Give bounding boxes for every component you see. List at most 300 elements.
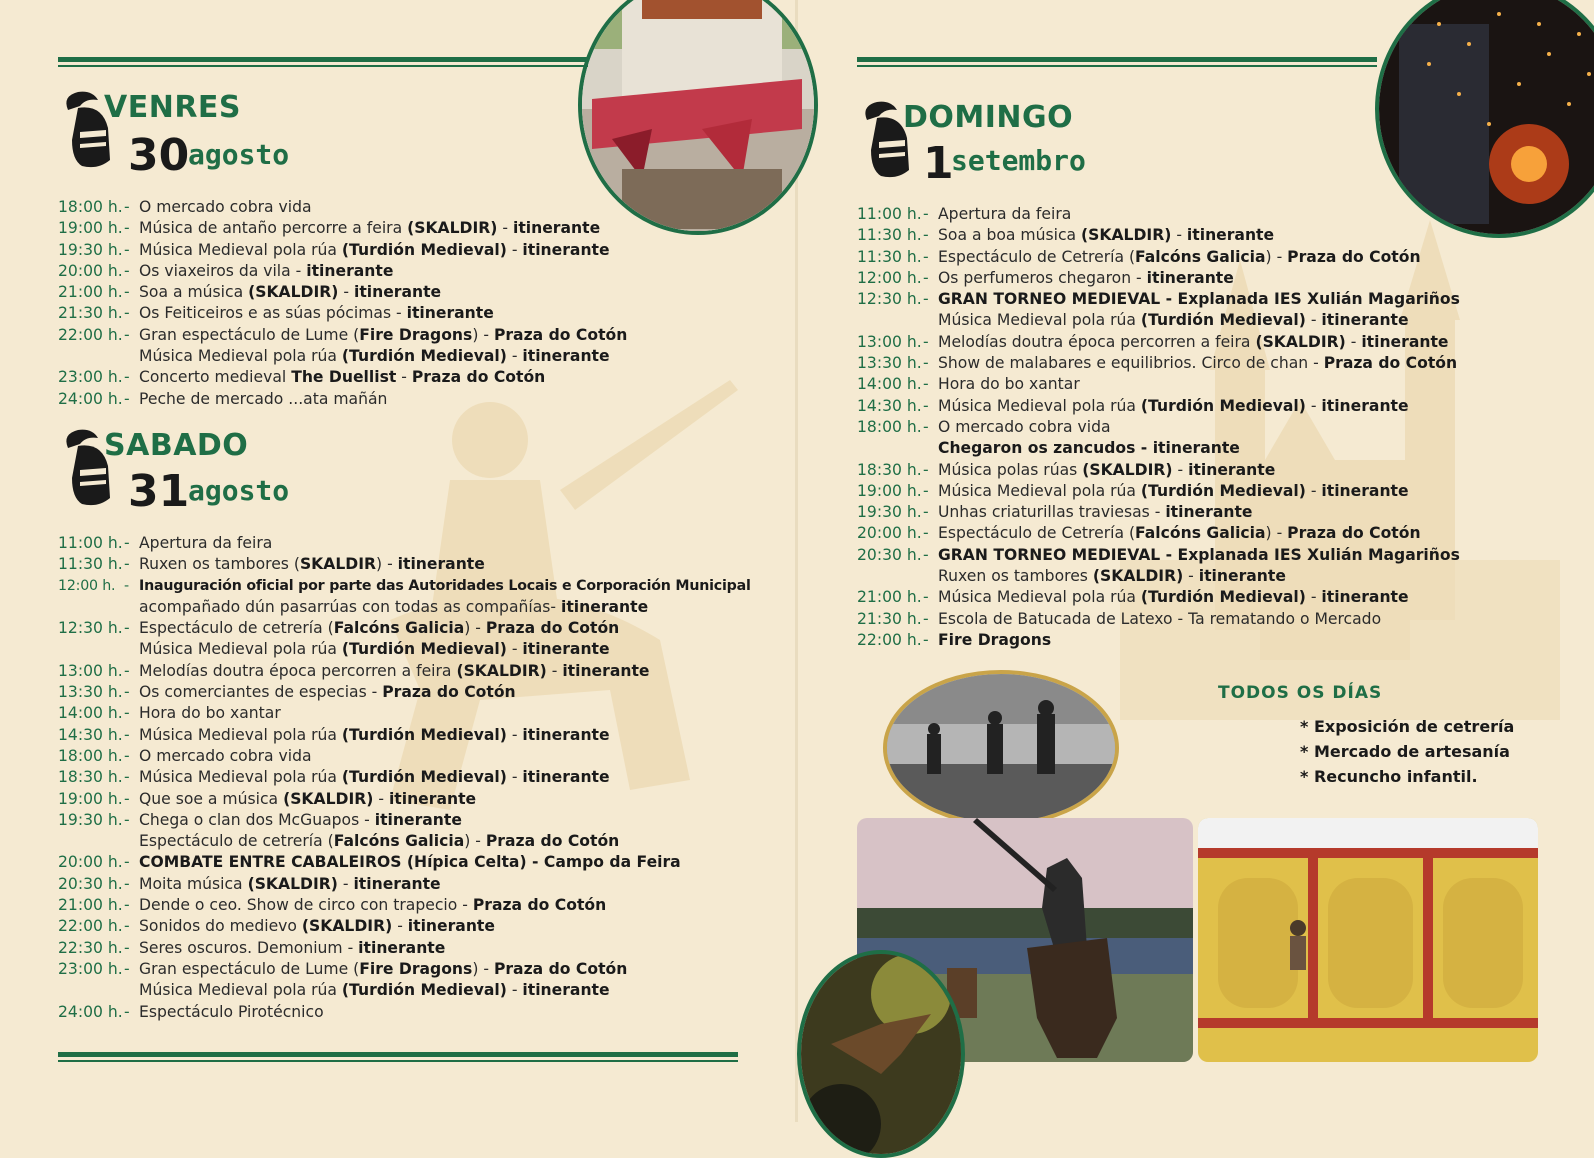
- schedule-item: [58, 661, 778, 682]
- schedule-text: ) -: [464, 832, 486, 851]
- schedule-time: 24:00 h.: [58, 389, 123, 408]
- schedule-time: 14:00 h.: [857, 375, 922, 394]
- schedule-text: Show de malabares e equilibrios. Circo de chan -: [938, 354, 1324, 373]
- schedule-text: (SKALDIR): [248, 283, 339, 302]
- schedule-text: -: [1171, 226, 1187, 245]
- schedule-text: -: [497, 219, 513, 238]
- schedule-separator: -: [124, 534, 130, 552]
- schedule-text: (SKALDIR): [1092, 567, 1184, 586]
- schedule-text: O mercado cobra vida: [139, 198, 312, 216]
- schedule-time: 13:00 h.: [857, 332, 922, 351]
- every-day-item: * Exposición de cetrería: [1300, 717, 1515, 736]
- schedule-text: Gran espectáculo de Lume (: [139, 959, 360, 978]
- schedule-item: [857, 587, 1557, 608]
- schedule-text: -: [506, 640, 523, 659]
- schedule-text: Fire Dragons: [938, 630, 1052, 649]
- schedule-separator: -: [124, 725, 130, 744]
- schedule-text: -: [1183, 567, 1199, 586]
- top-rule-right: [857, 57, 1377, 69]
- tournament-bw-photo: [883, 670, 1119, 826]
- schedule-text: (Turdión Medieval): [341, 240, 507, 259]
- schedule-text: The Duellist: [291, 368, 397, 387]
- schedule-text: itinerante: [522, 981, 610, 1000]
- schedule-text: Inauguración oficial por parte das Autoridades Locais e Corporación Municipal: [139, 577, 751, 594]
- schedule-text: Espectáculo de Cetrería (: [938, 247, 1136, 266]
- schedule-text: itinerante: [561, 597, 649, 616]
- every-day-item: * Recuncho infantil.: [1300, 767, 1478, 786]
- schedule-time: 20:00 h.: [58, 853, 123, 872]
- sunday-day-number: 1: [923, 138, 954, 189]
- schedule-text: itinerante: [1188, 460, 1276, 479]
- schedule-time: 22:00 h.: [857, 630, 922, 649]
- schedule-item: [58, 240, 758, 261]
- schedule-separator: -: [923, 396, 929, 415]
- schedule-text: itinerante: [522, 725, 610, 744]
- schedule-time: 19:00 h.: [857, 481, 922, 500]
- schedule-separator: -: [124, 555, 130, 574]
- schedule-item: [58, 597, 778, 618]
- schedule-text: itinerante: [1361, 332, 1449, 351]
- tent-children-photo: [1198, 818, 1538, 1062]
- schedule-separator: -: [923, 354, 929, 373]
- schedule-item: [58, 959, 778, 980]
- schedule-separator: -: [923, 332, 929, 351]
- schedule-text: (Turdión Medieval): [341, 640, 507, 659]
- schedule-time: 11:00 h.: [857, 205, 922, 223]
- schedule-separator: -: [124, 938, 130, 957]
- schedule-text: GRAN TORNEO MEDIEVAL - Explanada IES Xulián Magariños: [938, 545, 1460, 564]
- schedule-text: Praza do Cotón: [493, 325, 628, 344]
- schedule-time: 11:30 h.: [857, 247, 922, 266]
- sunday-day-name: DOMINGO: [903, 100, 1074, 135]
- friday-day-number: 30: [128, 130, 190, 181]
- schedule-separator: -: [124, 368, 130, 387]
- schedule-separator: -: [923, 545, 929, 564]
- schedule-text: O mercado cobra vida: [139, 746, 312, 765]
- falcon-photo: [797, 950, 965, 1158]
- schedule-text: Peche de mercado ...ata mañán: [139, 389, 388, 408]
- schedule-text: Melodías doutra época percorren a feira: [938, 332, 1256, 351]
- schedule-text: ) -: [472, 959, 494, 978]
- schedule-time: 14:00 h.: [58, 704, 123, 723]
- schedule-time: 12:00 h.: [58, 577, 116, 594]
- schedule-text: itinerante: [306, 261, 394, 280]
- schedule-item: [58, 325, 758, 346]
- schedule-separator: -: [124, 240, 130, 259]
- schedule-item: [58, 789, 778, 810]
- schedule-item: [58, 218, 758, 239]
- schedule-item: [857, 268, 1557, 289]
- schedule-time: 20:30 h.: [857, 545, 922, 564]
- schedule-text: Música Medieval pola rúa: [139, 768, 342, 787]
- schedule-separator: -: [124, 283, 130, 302]
- schedule-text: ) -: [472, 325, 494, 344]
- schedule-time: 20:00 h.: [857, 524, 922, 543]
- schedule-separator: -: [923, 290, 929, 309]
- schedule-separator: -: [124, 1002, 130, 1021]
- schedule-text: -: [337, 874, 354, 893]
- schedule-item: [58, 1002, 778, 1023]
- schedule-separator: -: [124, 219, 130, 238]
- schedule-item: [857, 502, 1557, 523]
- schedule-text: -: [338, 283, 354, 302]
- schedule-item: [58, 831, 778, 852]
- schedule-time: 12:30 h.: [857, 290, 922, 309]
- schedule-text: ) -: [1265, 247, 1288, 266]
- schedule-separator: -: [923, 630, 929, 649]
- schedule-item: [58, 916, 778, 937]
- schedule-item: [58, 282, 758, 303]
- schedule-item: [58, 874, 778, 895]
- schedule-time: 21:00 h.: [58, 896, 123, 915]
- schedule-separator: -: [124, 896, 130, 915]
- schedule-separator: -: [124, 959, 130, 978]
- schedule-text: Praza do Cotón: [1323, 354, 1458, 373]
- schedule-time: 18:00 h.: [857, 417, 922, 436]
- schedule-text: Dende o ceo. Show de circo con trapecio -: [139, 896, 473, 915]
- schedule-separator: -: [124, 683, 130, 702]
- schedule-item: [58, 852, 778, 873]
- schedule-text: (Turdión Medieval): [1140, 588, 1306, 607]
- schedule-text: -: [1305, 588, 1322, 607]
- schedule-item: [857, 310, 1557, 331]
- schedule-text: -: [373, 789, 389, 808]
- schedule-text: itinerante: [353, 283, 442, 302]
- schedule-time: 19:00 h.: [58, 219, 123, 238]
- schedule-text: Música Medieval pola rúa: [139, 725, 342, 744]
- schedule-item: [58, 703, 778, 724]
- schedule-separator: -: [124, 853, 130, 872]
- schedule-separator: -: [923, 503, 929, 522]
- schedule-item: [58, 261, 758, 282]
- schedule-separator: -: [124, 261, 130, 280]
- schedule-time: 22:00 h.: [58, 325, 123, 344]
- schedule-text: ) -: [376, 555, 398, 574]
- schedule-text: GRAN TORNEO MEDIEVAL - Explanada IES Xulián Magariños: [938, 290, 1460, 309]
- schedule-text: Os Feiticeiros e as súas pócimas -: [139, 304, 407, 323]
- schedule-separator: -: [124, 577, 129, 594]
- schedule-text: Sonidos do medievo: [139, 917, 302, 936]
- schedule-text: Praza do Cotón: [493, 959, 628, 978]
- schedule-time: 18:00 h.: [58, 746, 123, 765]
- schedule-text: (SKALDIR): [247, 874, 338, 893]
- schedule-text: Unhas criaturillas traviesas -: [938, 503, 1166, 522]
- schedule-item: [58, 618, 778, 639]
- schedule-text: Os perfumeros chegaron -: [938, 268, 1147, 287]
- schedule-text: itinerante: [1186, 226, 1275, 245]
- schedule-item: [58, 810, 778, 831]
- schedule-item: [857, 545, 1557, 566]
- schedule-text: Melodías doutra época percorren a feira: [139, 661, 457, 680]
- schedule-text: Música Medieval pola rúa: [139, 981, 342, 1000]
- schedule-time: 19:00 h.: [58, 789, 123, 808]
- schedule-text: Apertura da feira: [938, 205, 1072, 223]
- sunday-schedule: [857, 204, 1557, 651]
- schedule-separator: -: [124, 746, 130, 765]
- sunday-month: setembro: [951, 144, 1086, 177]
- schedule-text: Apertura da feira: [139, 534, 273, 552]
- schedule-text: Chegaron os zancudos - itinerante: [938, 439, 1240, 458]
- schedule-text: -: [506, 981, 523, 1000]
- friday-day-name: VENRES: [104, 90, 242, 125]
- schedule-text: -: [546, 661, 563, 680]
- schedule-text: itinerante: [522, 768, 610, 787]
- every-day-item: * Mercado de artesanía: [1300, 742, 1510, 761]
- schedule-text: Música Medieval pola rúa: [139, 640, 342, 659]
- schedule-text: Os viaxeiros da vila -: [139, 261, 307, 280]
- schedule-text: Concerto medieval: [139, 368, 292, 387]
- schedule-text: O mercado cobra vida: [938, 417, 1111, 436]
- schedule-text: Ruxen os tambores: [938, 567, 1093, 586]
- schedule-item: [58, 346, 758, 367]
- schedule-text: Os comerciantes de especias -: [139, 683, 383, 702]
- schedule-separator: -: [923, 588, 929, 607]
- schedule-text: Música Medieval pola rúa: [139, 347, 342, 366]
- schedule-text: (Turdión Medieval): [341, 768, 507, 787]
- saturday-day-name: SABADO: [104, 428, 249, 463]
- schedule-text: (Turdión Medieval): [341, 725, 507, 744]
- schedule-separator: -: [923, 205, 929, 223]
- schedule-item: [857, 438, 1557, 459]
- schedule-text: itinerante: [353, 874, 441, 893]
- sunday-header: [857, 100, 1177, 200]
- schedule-text: -: [506, 347, 523, 366]
- schedule-text: itinerante: [1165, 503, 1253, 522]
- schedule-text: itinerante: [406, 304, 494, 323]
- top-rule-left: [58, 57, 588, 69]
- saturday-schedule: [58, 533, 778, 1023]
- schedule-separator: -: [124, 704, 130, 723]
- schedule-time: 24:00 h.: [58, 1002, 123, 1021]
- schedule-text: Música de antaño percorre a feira: [139, 219, 408, 238]
- schedule-text: itinerante: [522, 347, 610, 366]
- schedule-time: 21:00 h.: [857, 588, 922, 607]
- schedule-text: Fire Dragons: [359, 325, 473, 344]
- schedule-separator: -: [124, 325, 130, 344]
- schedule-text: Praza do Cotón: [485, 619, 620, 638]
- schedule-text: itinerante: [388, 789, 477, 808]
- schedule-text: -: [396, 368, 412, 387]
- schedule-time: 18:30 h.: [857, 460, 922, 479]
- schedule-separator: -: [124, 917, 130, 936]
- schedule-text: -: [506, 240, 523, 259]
- schedule-text: (SKALDIR): [1255, 332, 1346, 351]
- schedule-text: -: [506, 768, 523, 787]
- schedule-item: [58, 303, 758, 324]
- friday-schedule: [58, 197, 758, 410]
- schedule-time: 23:00 h.: [58, 959, 123, 978]
- schedule-time: 18:30 h.: [58, 768, 123, 787]
- saturday-day-number: 31: [128, 466, 190, 517]
- schedule-text: (Turdión Medieval): [341, 347, 507, 366]
- bottom-rule-left: [58, 1052, 738, 1064]
- schedule-item: [857, 481, 1557, 502]
- schedule-text: Falcóns Galicia: [333, 619, 465, 638]
- schedule-text: Escola de Batucada de Latexo - Ta rematando o Mercado: [938, 609, 1382, 628]
- schedule-text: itinerante: [374, 810, 462, 829]
- schedule-item: [857, 289, 1557, 310]
- schedule-text: itinerante: [1146, 268, 1234, 287]
- schedule-item: [58, 980, 778, 1001]
- every-day-list: [1300, 714, 1514, 789]
- schedule-text: Praza do Cotón: [1287, 247, 1421, 266]
- schedule-item: [857, 225, 1557, 246]
- schedule-time: 20:00 h.: [58, 261, 123, 280]
- schedule-text: Espectáculo de Cetrería (: [938, 524, 1136, 543]
- schedule-time: 20:30 h.: [58, 874, 123, 893]
- schedule-text: Soa a boa música: [938, 226, 1082, 245]
- schedule-separator: -: [923, 460, 929, 479]
- schedule-text: acompañado dún pasarrúas con todas as compañías-: [139, 597, 561, 616]
- saturday-header: [58, 428, 358, 528]
- schedule-item: [58, 389, 758, 410]
- schedule-item: [58, 682, 778, 703]
- schedule-separator: -: [124, 619, 130, 638]
- schedule-text: itinerante: [407, 917, 495, 936]
- schedule-text: Soa a música: [139, 283, 249, 302]
- schedule-time: 13:30 h.: [857, 354, 922, 373]
- schedule-item: [857, 247, 1557, 268]
- schedule-text: Espectáculo Pirotécnico: [139, 1002, 324, 1021]
- schedule-time: 13:30 h.: [58, 683, 123, 702]
- schedule-time: 19:30 h.: [857, 503, 922, 522]
- schedule-item: [58, 554, 778, 575]
- schedule-time: 11:00 h.: [58, 534, 123, 552]
- schedule-text: Espectáculo de cetrería (: [139, 832, 334, 851]
- schedule-item: [857, 204, 1557, 225]
- schedule-text: Música Medieval pola rúa: [139, 240, 342, 259]
- schedule-text: (Turdión Medieval): [1140, 396, 1306, 415]
- schedule-item: [58, 533, 778, 554]
- schedule-text: itinerante: [522, 240, 610, 259]
- schedule-text: Praza do Cotón: [472, 896, 607, 915]
- schedule-text: COMBATE ENTRE CABALEIROS (Hípica Celta) - Campo da Feira: [139, 853, 681, 872]
- schedule-text: -: [1305, 311, 1322, 330]
- schedule-text: itinerante: [562, 661, 650, 680]
- schedule-item: [58, 895, 778, 916]
- schedule-text: Hora do bo xantar: [938, 375, 1080, 394]
- schedule-separator: -: [923, 524, 929, 543]
- schedule-time: 11:30 h.: [58, 555, 123, 574]
- schedule-item: [857, 374, 1557, 395]
- schedule-time: 12:00 h.: [857, 268, 922, 287]
- schedule-item: [58, 767, 778, 788]
- schedule-text: Fire Dragons: [359, 959, 473, 978]
- schedule-time: 18:00 h.: [58, 198, 123, 216]
- schedule-text: Chega o clan dos McGuapos -: [139, 810, 375, 829]
- schedule-text: -: [1305, 396, 1322, 415]
- friday-month: agosto: [188, 138, 290, 171]
- schedule-separator: -: [124, 389, 130, 408]
- schedule-item: [58, 746, 778, 767]
- schedule-item: [857, 396, 1557, 417]
- schedule-text: Moita música: [139, 874, 248, 893]
- schedule-separator: -: [923, 481, 929, 500]
- schedule-text: Seres oscuros. Demonium -: [139, 938, 359, 957]
- schedule-text: Música Medieval pola rúa: [938, 311, 1141, 330]
- schedule-text: (Turdión Medieval): [1140, 481, 1306, 500]
- schedule-item: [857, 566, 1557, 587]
- schedule-separator: -: [923, 226, 929, 245]
- friday-header: [58, 90, 358, 190]
- schedule-time: 23:00 h.: [58, 368, 123, 387]
- schedule-item: [857, 609, 1557, 630]
- schedule-item: [857, 417, 1557, 438]
- schedule-text: Praza do Cotón: [382, 683, 516, 702]
- schedule-time: 13:00 h.: [58, 661, 123, 680]
- schedule-text: itinerante: [1321, 311, 1409, 330]
- schedule-text: itinerante: [1198, 567, 1286, 586]
- schedule-time: 12:30 h.: [58, 619, 123, 638]
- schedule-separator: -: [124, 661, 130, 680]
- schedule-time: 22:30 h.: [58, 938, 123, 957]
- schedule-time: 21:30 h.: [58, 304, 123, 323]
- schedule-separator: -: [124, 810, 130, 829]
- schedule-text: (Turdión Medieval): [341, 981, 507, 1000]
- schedule-text: Hora do bo xantar: [139, 704, 281, 723]
- schedule-separator: -: [124, 874, 130, 893]
- schedule-text: (SKALDIR): [1082, 460, 1173, 479]
- every-day-title: TODOS OS DÍAS: [1218, 683, 1383, 703]
- schedule-time: 14:30 h.: [857, 396, 922, 415]
- schedule-separator: -: [923, 609, 929, 628]
- schedule-text: -: [1305, 481, 1322, 500]
- schedule-item: [58, 576, 778, 597]
- schedule-text: (SKALDIR): [283, 789, 374, 808]
- schedule-item: [857, 332, 1557, 353]
- schedule-item: [58, 938, 778, 959]
- schedule-time: 14:30 h.: [58, 725, 123, 744]
- schedule-text: itinerante: [522, 640, 610, 659]
- schedule-separator: -: [923, 247, 929, 266]
- schedule-text: Falcóns Galicia: [1135, 524, 1266, 543]
- schedule-item: [58, 367, 758, 388]
- schedule-text: Música Medieval pola rúa: [938, 588, 1141, 607]
- schedule-text: (SKALDIR): [456, 661, 547, 680]
- schedule-text: Que soe a música: [139, 789, 284, 808]
- schedule-text: itinerante: [1321, 588, 1409, 607]
- schedule-text: itinerante: [1321, 396, 1409, 415]
- schedule-separator: -: [124, 198, 130, 216]
- schedule-text: itinerante: [1321, 481, 1409, 500]
- schedule-text: -: [1345, 332, 1362, 351]
- schedule-text: Música Medieval pola rúa: [938, 396, 1141, 415]
- schedule-item: [58, 197, 758, 218]
- schedule-time: 21:30 h.: [857, 609, 922, 628]
- schedule-text: -: [506, 725, 523, 744]
- schedule-text: Falcóns Galicia: [333, 832, 465, 851]
- schedule-text: Música Medieval pola rúa: [938, 481, 1141, 500]
- schedule-text: Espectáculo de cetrería (: [139, 619, 334, 638]
- schedule-text: (SKALDIR): [407, 219, 498, 238]
- schedule-item: [857, 353, 1557, 374]
- schedule-text: Ruxen os tambores (: [139, 555, 300, 574]
- schedule-time: 11:30 h.: [857, 226, 922, 245]
- schedule-time: 22:00 h.: [58, 917, 123, 936]
- schedule-text: ) -: [464, 619, 486, 638]
- schedule-separator: -: [124, 304, 130, 323]
- schedule-separator: -: [923, 375, 929, 394]
- schedule-text: (SKALDIR): [301, 917, 393, 936]
- schedule-text: ) -: [1265, 524, 1288, 543]
- schedule-time: 19:30 h.: [58, 240, 123, 259]
- schedule-item: [857, 630, 1557, 651]
- schedule-time: 21:00 h.: [58, 283, 123, 302]
- schedule-text: Falcóns Galicia: [1135, 247, 1266, 266]
- schedule-text: (Turdión Medieval): [1140, 311, 1306, 330]
- schedule-text: Música polas rúas: [938, 460, 1083, 479]
- schedule-item: [857, 523, 1557, 544]
